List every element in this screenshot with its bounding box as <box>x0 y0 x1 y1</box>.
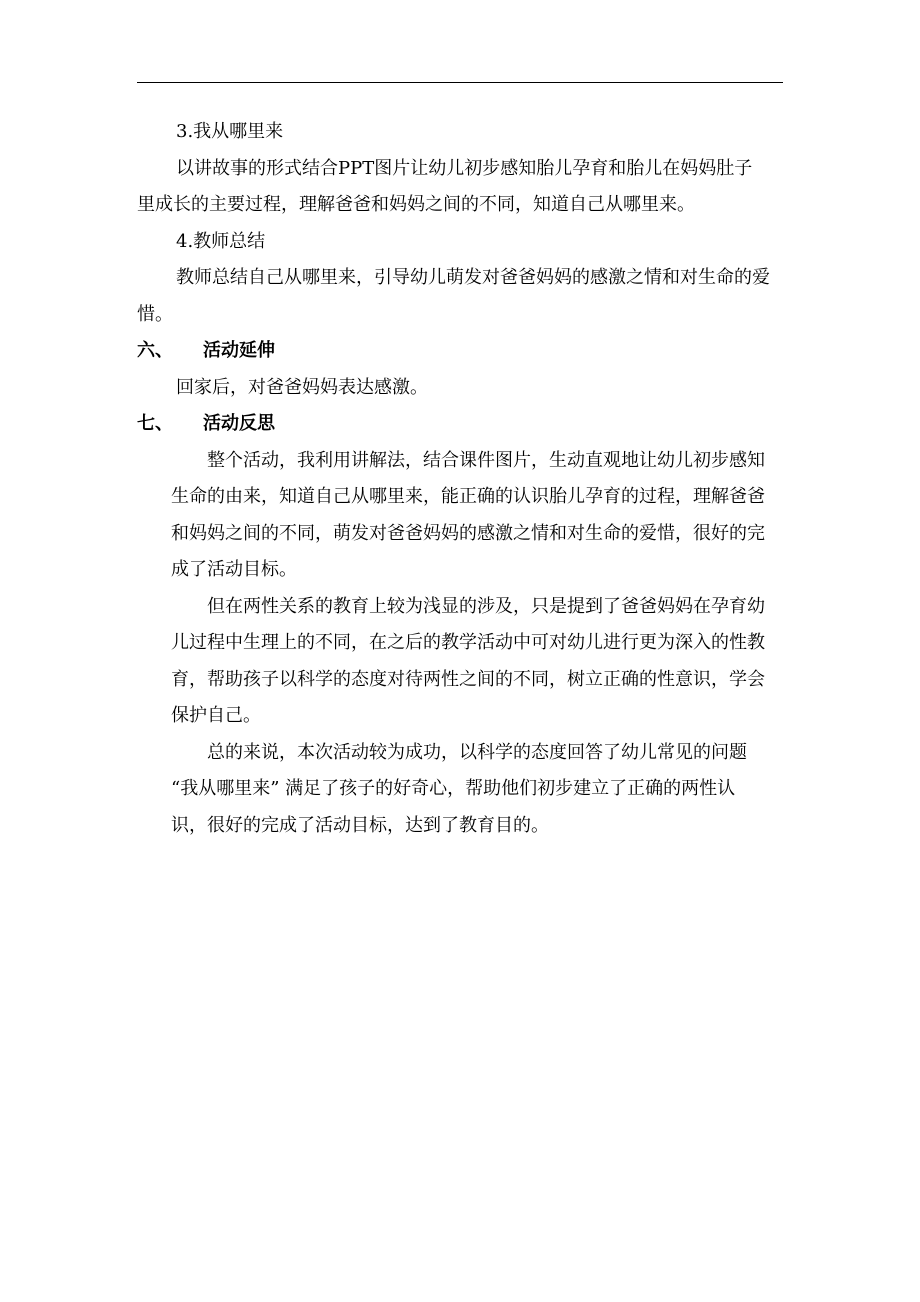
para-line: 以讲故事的形式结合PPT图片让幼儿初步感知胎儿孕育和胎儿在妈妈肚子 <box>176 158 753 179</box>
para-line: 但在两性关系的教育上较为浅显的涉及，只是提到了爸爸妈妈在孕育幼 <box>207 596 765 617</box>
header-rule <box>137 82 783 83</box>
para-line: 育，帮助孩子以科学的态度对待两性之间的不同，树立正确的性意识，学会 <box>171 669 765 690</box>
para-line: 教师总结自己从哪里来，引导幼儿萌发对爸爸妈妈的感激之情和对生命的爱 <box>176 267 770 288</box>
para-line: “我从哪里来” 满足了孩子的好奇心，帮助他们初步建立了正确的两性认 <box>171 778 736 799</box>
para-line: 回家后，对爸爸妈妈表达感激。 <box>176 377 428 398</box>
para-line: 识，很好的完成了活动目标，达到了教育目的。 <box>171 815 549 836</box>
heading-seven-number: 七、 <box>137 413 173 434</box>
para-line: 和妈妈之间的不同，萌发对爸爸妈妈的感激之情和对生命的爱惜，很好的完 <box>171 523 765 544</box>
para-line: 生命的由来，知道自己从哪里来，能正确的认识胎儿孕育的过程，理解爸爸 <box>171 486 765 507</box>
para-line: 里成长的主要过程，理解爸爸和妈妈之间的不同，知道自己从哪里来。 <box>137 194 695 215</box>
para-line: 成了活动目标。 <box>171 559 297 580</box>
para-line: 惜。 <box>137 304 173 325</box>
para-line: 保护自己。 <box>171 705 261 726</box>
subhead-3: 3.我从哪里来 <box>176 121 284 142</box>
heading-six-title: 活动延伸 <box>203 340 275 361</box>
subhead-4: 4.教师总结 <box>176 231 266 252</box>
para-line: 总的来说，本次活动较为成功，以科学的态度回答了幼儿常见的问题 <box>207 742 747 763</box>
para-line: 儿过程中生理上的不同，在之后的教学活动中可对幼儿进行更为深入的性教 <box>171 632 765 653</box>
heading-six-number: 六、 <box>137 340 173 361</box>
heading-seven-title: 活动反思 <box>203 413 275 434</box>
para-line: 整个活动，我利用讲解法，结合课件图片，生动直观地让幼儿初步感知 <box>207 450 765 471</box>
